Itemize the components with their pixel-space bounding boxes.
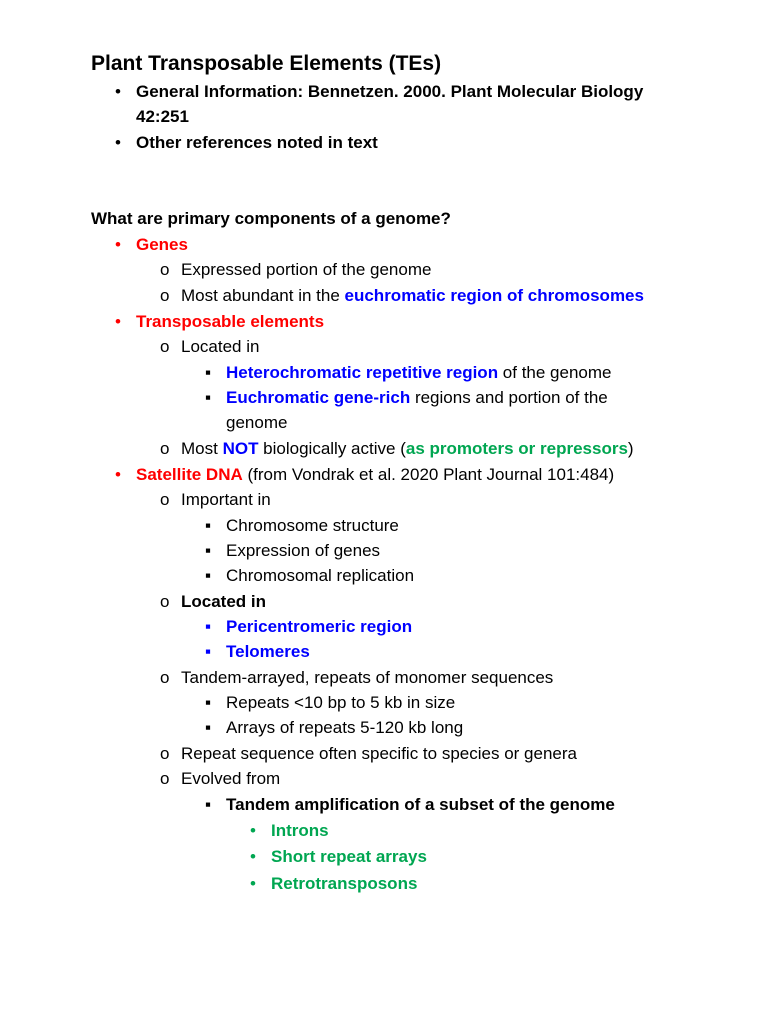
text-segment: biologically active ( bbox=[258, 439, 406, 458]
square-marker: ▪ bbox=[205, 363, 212, 382]
sat-tandem: Tandem-arrayed, repeats of monomer sequences bbox=[181, 668, 554, 687]
square-marker: ▪ bbox=[205, 693, 212, 712]
te-heading: Transposable elements bbox=[136, 312, 325, 331]
bullet-marker: • bbox=[250, 847, 256, 866]
sat-repeat-specific: Repeat sequence often specific to species or genera bbox=[181, 744, 577, 763]
text-segment: of the genome bbox=[498, 363, 612, 382]
highlight-text: Satellite DNA bbox=[136, 465, 243, 484]
te-not-active bbox=[181, 438, 634, 460]
sat-located: Located in bbox=[181, 592, 267, 611]
text-segment: Most bbox=[181, 439, 223, 458]
highlight-text: Euchromatic gene-rich bbox=[226, 388, 411, 407]
square-marker: ▪ bbox=[205, 516, 212, 535]
intro-item-other-refs: Other references noted in text bbox=[136, 133, 378, 152]
te-located: Located in bbox=[181, 337, 260, 356]
text-segment: regions and portion of the bbox=[410, 388, 608, 407]
sat-evolved: Evolved from bbox=[181, 769, 281, 788]
bullet-marker: • bbox=[115, 133, 121, 152]
sat-amp-retrotransposons: Retrotransposons bbox=[271, 874, 418, 893]
te-loc-euchromatic bbox=[226, 387, 608, 409]
sat-amp-short-repeats: Short repeat arrays bbox=[271, 847, 427, 866]
square-marker: ▪ bbox=[205, 642, 212, 661]
square-marker: ▪ bbox=[205, 541, 212, 560]
sat-loc-pericentromeric: Pericentromeric region bbox=[226, 617, 413, 636]
te-loc-euchromatic-cont: genome bbox=[226, 413, 288, 432]
bullet-marker: • bbox=[115, 235, 121, 254]
square-marker: ▪ bbox=[205, 617, 212, 636]
circle-marker: o bbox=[160, 337, 170, 356]
page-title: Plant Transposable Elements (TEs) bbox=[91, 52, 442, 75]
genes-heading: Genes bbox=[136, 235, 188, 254]
circle-marker: o bbox=[160, 286, 170, 305]
bullet-marker: • bbox=[250, 821, 256, 840]
sat-imp-replication: Chromosomal replication bbox=[226, 566, 415, 585]
section-question: What are primary components of a genome? bbox=[91, 209, 451, 228]
circle-marker: o bbox=[160, 490, 170, 509]
highlight-text: euchromatic region of chromosomes bbox=[344, 286, 644, 305]
bullet-marker: • bbox=[115, 312, 121, 331]
text-segment: Most abundant in the bbox=[181, 286, 345, 305]
sat-important: Important in bbox=[181, 490, 271, 509]
bullet-marker: • bbox=[250, 874, 256, 893]
sat-amp-introns: Introns bbox=[271, 821, 329, 840]
sat-amplification: Tandem amplification of a subset of the genome bbox=[226, 795, 615, 814]
genes-sub-expressed: Expressed portion of the genome bbox=[181, 260, 432, 279]
square-marker: ▪ bbox=[205, 566, 212, 585]
highlight-text: NOT bbox=[222, 439, 259, 458]
sat-tan-size: Repeats <10 bp to 5 kb in size bbox=[226, 693, 456, 712]
circle-marker: o bbox=[160, 769, 170, 788]
square-marker: ▪ bbox=[205, 388, 212, 407]
highlight-text: as promoters or repressors bbox=[405, 439, 628, 458]
circle-marker: o bbox=[160, 439, 170, 458]
text-segment: ) bbox=[627, 439, 634, 458]
sat-loc-telomeres: Telomeres bbox=[226, 642, 310, 661]
sat-tan-arrays: Arrays of repeats 5-120 kb long bbox=[226, 718, 464, 737]
circle-marker: o bbox=[160, 260, 170, 279]
circle-marker: o bbox=[160, 668, 170, 687]
text-segment: (from Vondrak et al. 2020 Plant Journal 101:484) bbox=[242, 465, 615, 484]
genes-sub-abundant bbox=[181, 285, 644, 307]
satellite-heading bbox=[136, 464, 614, 486]
sat-imp-expression: Expression of genes bbox=[226, 541, 381, 560]
bullet-marker: • bbox=[115, 82, 121, 101]
intro-item-general-info-cont: 42:251 bbox=[136, 107, 189, 126]
sat-imp-structure: Chromosome structure bbox=[226, 516, 399, 535]
te-loc-heterochromatic bbox=[226, 362, 612, 384]
highlight-text: Heterochromatic repetitive region bbox=[226, 363, 499, 382]
bullet-marker: • bbox=[115, 465, 121, 484]
square-marker: ▪ bbox=[205, 718, 212, 737]
circle-marker: o bbox=[160, 744, 170, 763]
circle-marker: o bbox=[160, 592, 170, 611]
intro-item-general-info: General Information: Bennetzen. 2000. Plant Molecular Biology bbox=[136, 82, 644, 101]
square-marker: ▪ bbox=[205, 795, 212, 814]
